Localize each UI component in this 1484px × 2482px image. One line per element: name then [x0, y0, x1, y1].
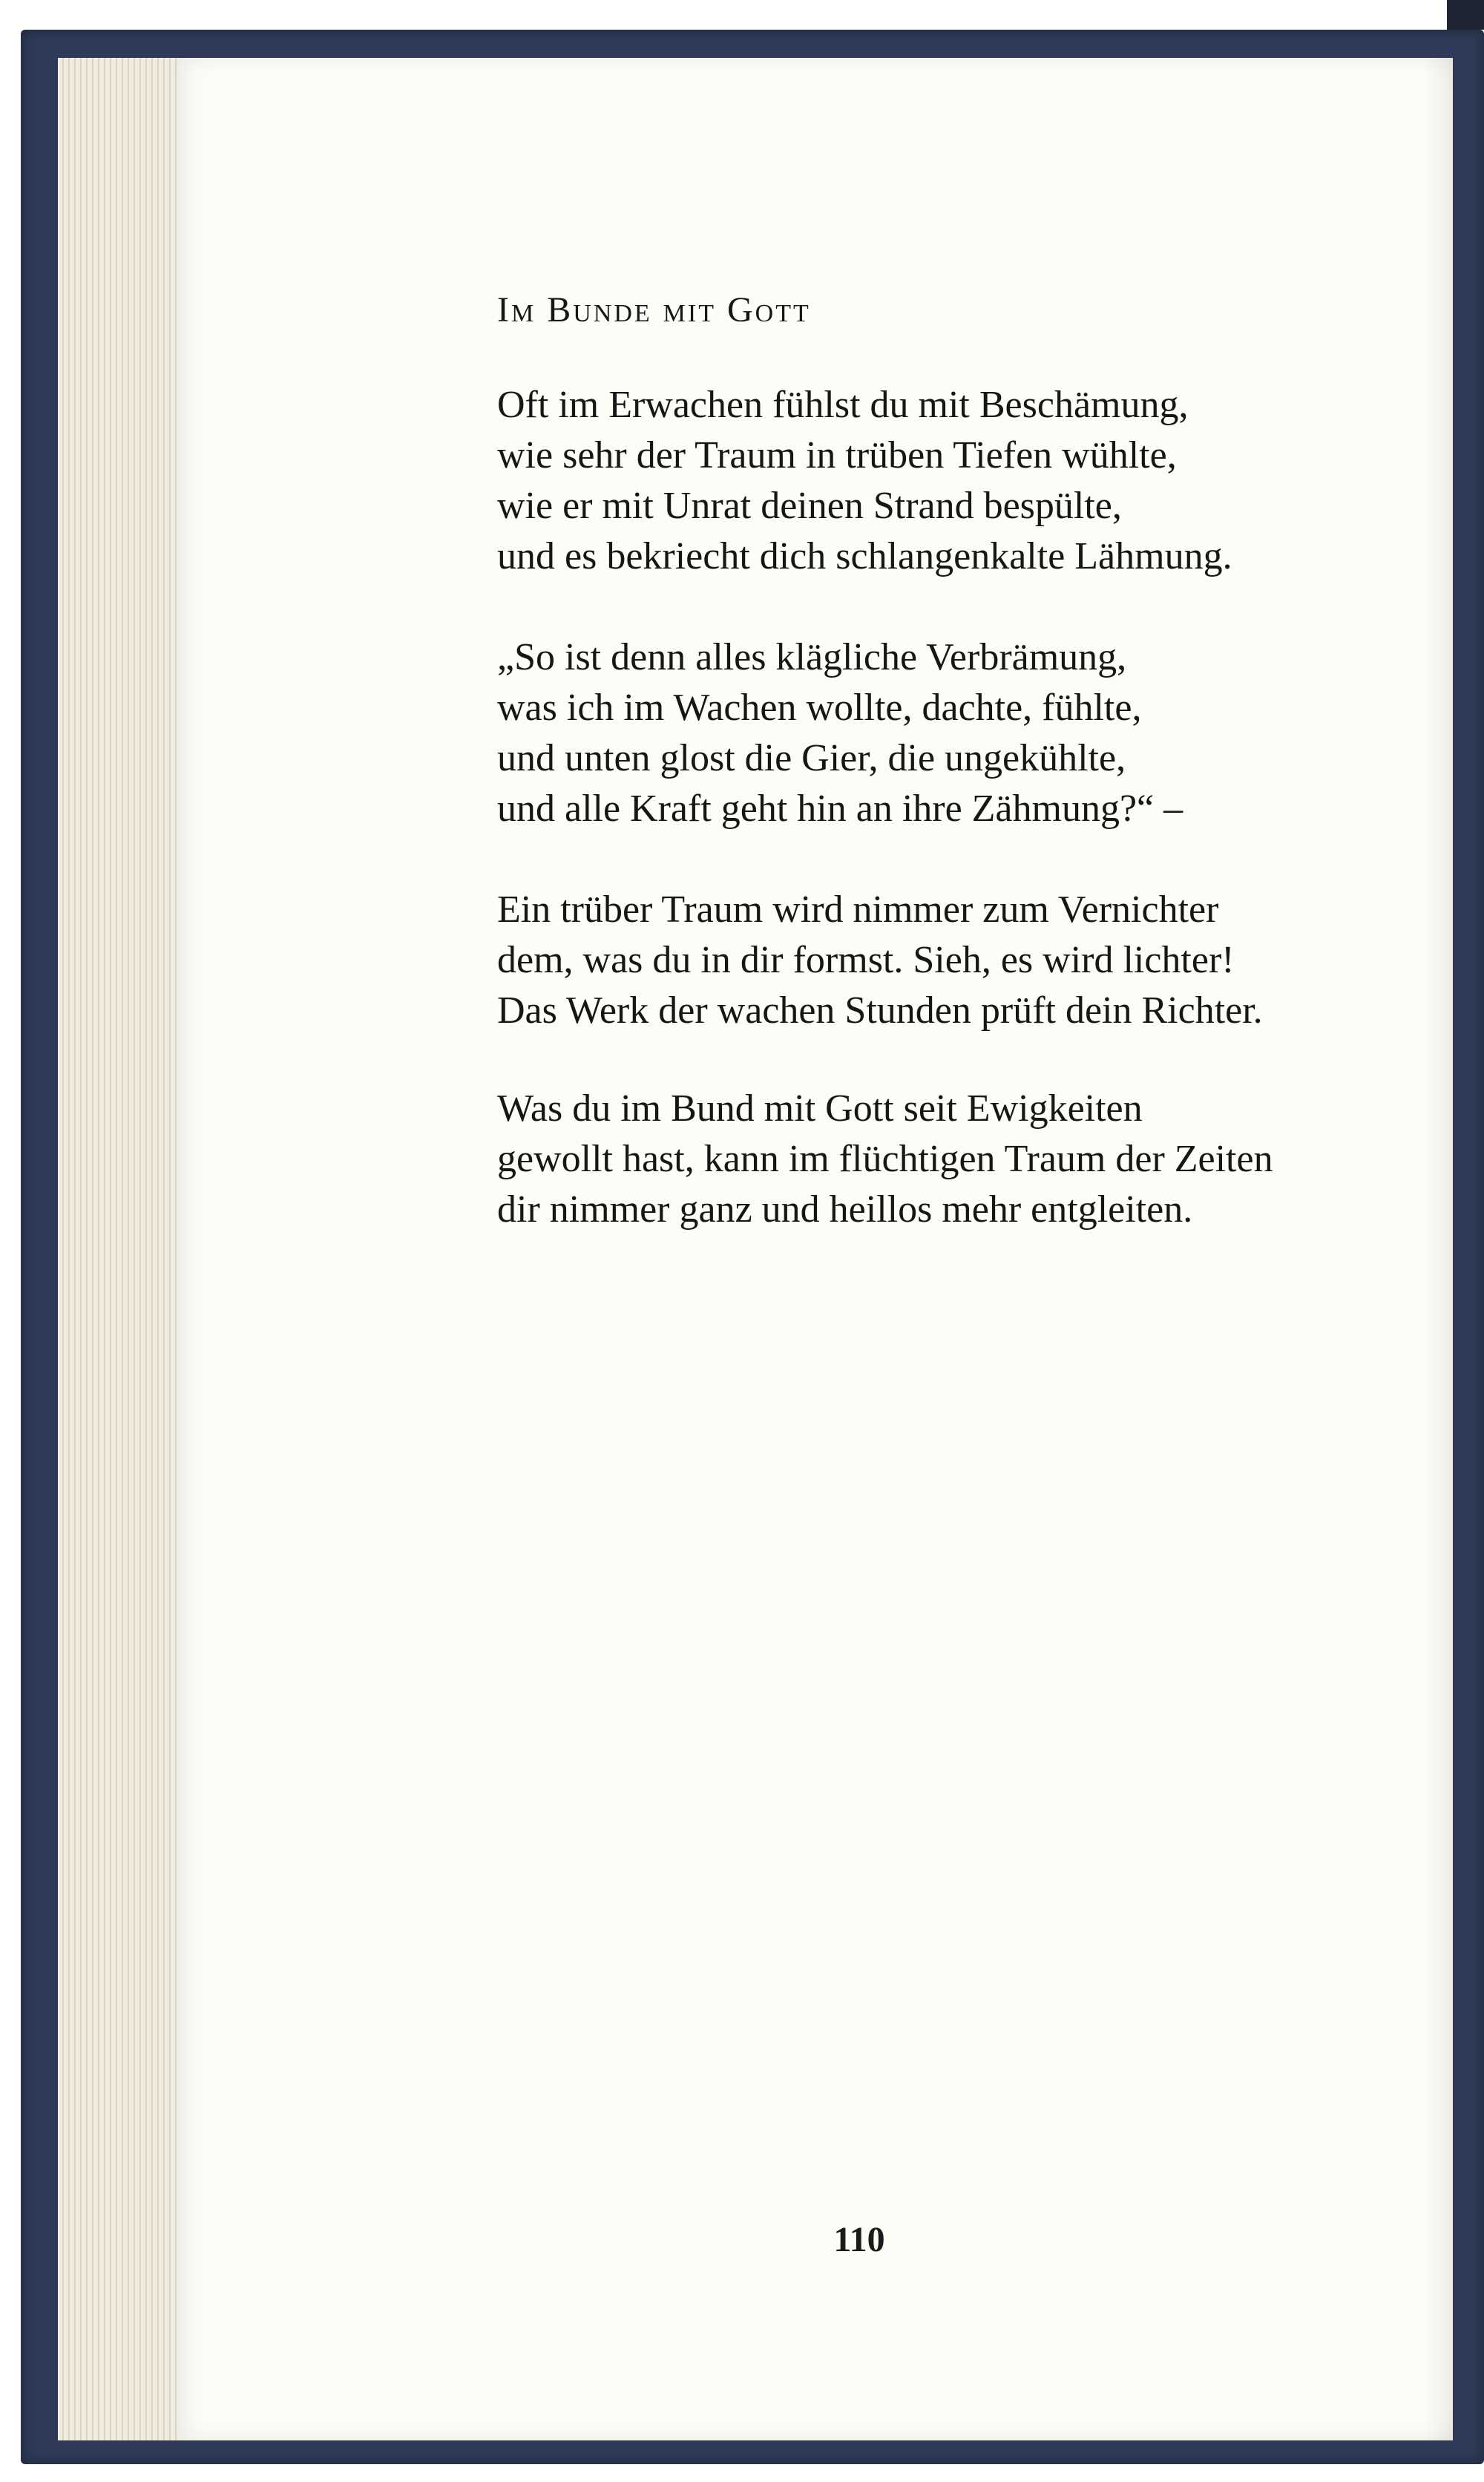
verse-line: dem, was du in dir formst. Sieh, es wird lichter!	[497, 939, 1235, 981]
poem-title: Im Bunde mit Gott	[497, 290, 811, 330]
stanza-4	[497, 1084, 1484, 1235]
verse-line: Das Werk der wachen Stunden prüft dein Richter.	[497, 989, 1263, 1032]
verse-line: wie sehr der Traum in trüben Tiefen wühlte,	[497, 434, 1177, 477]
verse-line: dir nimmer ganz und heillos mehr entgleiten.	[497, 1188, 1193, 1231]
poem	[497, 229, 1484, 1235]
verse-line: und unten glost die Gier, die ungekühlte,	[497, 737, 1126, 779]
verse-line: „So ist denn alles klägliche Verbrämung,	[497, 636, 1127, 678]
book-page	[177, 58, 1453, 2440]
verse-line: und es bekriecht dich schlangenkalte Lähmung.	[497, 535, 1232, 577]
page-edges	[58, 58, 178, 2440]
page-number: 110	[833, 2220, 885, 2259]
verse-line: was ich im Wachen wollte, dachte, fühlte,	[497, 687, 1142, 729]
cover-corner	[1447, 0, 1484, 30]
verse-line: Oft im Erwachen fühlst du mit Beschämung,	[497, 384, 1189, 426]
verse-line: und alle Kraft geht hin an ihre Zähmung?“ –	[497, 788, 1183, 830]
stanza-2	[497, 632, 1484, 834]
stanza-1	[497, 380, 1484, 582]
verse-line: gewollt hast, kann im flüchtigen Traum der Zeiten	[497, 1138, 1273, 1180]
verse-line: Was du im Bund mit Gott seit Ewigkeiten	[497, 1087, 1143, 1130]
stanza-3	[497, 885, 1484, 1036]
verse-line: Ein trüber Traum wird nimmer zum Vernichter	[497, 888, 1219, 931]
verse-line: wie er mit Unrat deinen Strand bespülte,	[497, 485, 1122, 527]
